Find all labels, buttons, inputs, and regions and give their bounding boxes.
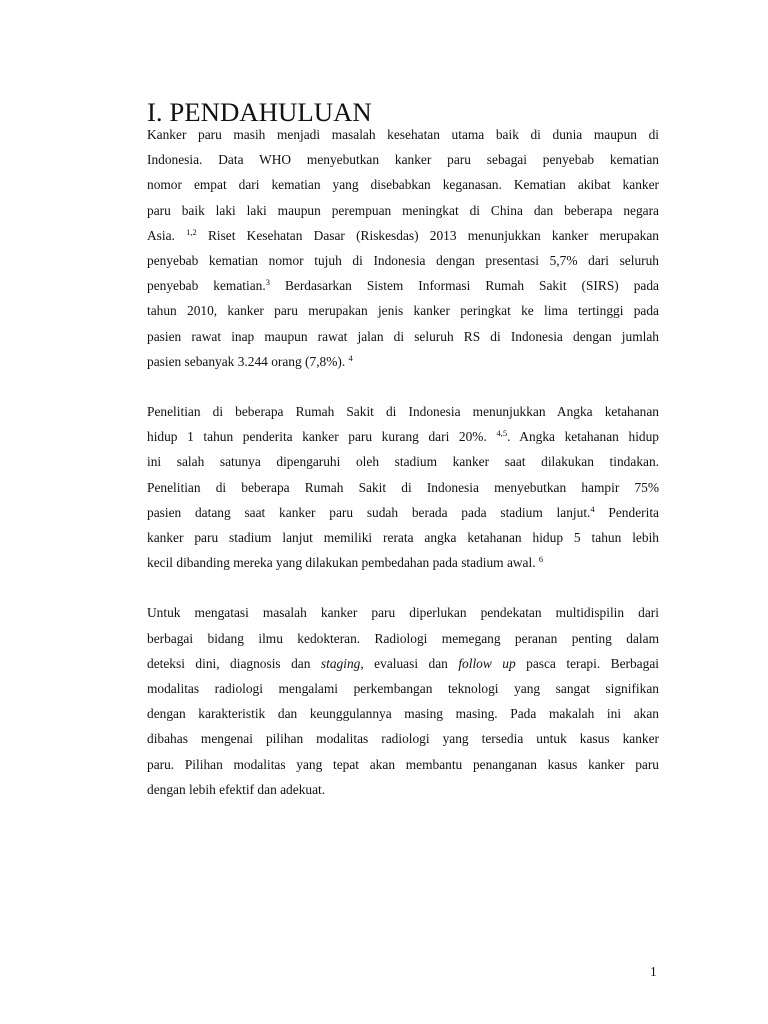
text-segment: penyebab kematian nomor tujuh di Indonesia dengan presentasi 5,7% dari seluruh	[147, 253, 659, 269]
text-line	[147, 449, 659, 474]
paragraph-3	[147, 600, 659, 802]
text-segment: Indonesia. Data WHO menyebutkan kanker paru sebagai penyebab kematian	[147, 152, 659, 168]
text-line	[147, 726, 659, 751]
text-segment: berbagai bidang ilmu kedokteran. Radiologi memegang peranan penting dalam	[147, 630, 659, 646]
text-line	[147, 626, 659, 651]
page-number: 1	[650, 964, 657, 979]
text-segment: modalitas radiologi mengalami perkembangan teknologi yang sangat signifikan	[147, 681, 659, 697]
text-segment: kanker paru stadium lanjut memiliki rerata angka ketahanan hidup 5 tahun lebih	[147, 530, 659, 546]
text-line	[147, 324, 659, 349]
text-segment: Untuk mengatasi masalah kanker paru diperlukan pendekatan multidispilin dari	[147, 605, 659, 621]
text-line	[147, 122, 659, 147]
section-title: I. PENDAHULUAN	[147, 97, 372, 127]
text-line	[147, 777, 659, 802]
citation-superscript: 3	[265, 277, 270, 288]
text-segment: tahun 2010, kanker paru merupakan jenis kanker peringkat ke lima tertinggi pada	[147, 303, 659, 319]
text-line	[147, 676, 659, 701]
text-line	[147, 223, 659, 248]
text-segment: penyebab kematian.	[147, 278, 266, 294]
text-segment: pasien sebanyak 3.244 orang (7,8%).	[147, 353, 349, 369]
text-line	[147, 147, 659, 172]
text-line	[147, 651, 659, 676]
text-segment: Asia.	[147, 227, 187, 243]
text-segment: pasca terapi. Berbagai	[515, 655, 659, 671]
text-segment: dibahas mengenai pilihan modalitas radiologi yang tersedia untuk kasus kanker	[147, 731, 659, 747]
text-line	[147, 752, 659, 777]
text-segment: hidup 1 tahun penderita kanker paru kurang dari 20%.	[147, 429, 497, 445]
text-segment: dengan karakteristik dan keunggulannya masing masing. Pada makalah ini akan	[147, 706, 659, 722]
text-segment: Penderita	[594, 504, 659, 520]
text-segment: ini salah satunya dipengaruhi oleh stadium kanker saat dilakukan tindakan.	[147, 454, 659, 470]
text-segment: dengan lebih efektif dan adekuat.	[147, 781, 326, 797]
citation-superscript: 6	[538, 554, 544, 565]
italic-term: follow up	[458, 655, 516, 671]
citation-superscript: 1,2	[186, 226, 197, 237]
text-segment: Kanker paru masih menjadi masalah kesehatan utama baik di dunia maupun di	[147, 127, 659, 142]
text-segment: . Angka ketahanan hidup	[507, 429, 659, 445]
text-line	[147, 701, 659, 726]
text-segment: Berdasarkan Sistem Informasi Rumah Sakit (SIRS) pada	[269, 278, 659, 294]
text-line	[147, 500, 659, 525]
text-line	[147, 273, 659, 298]
text-line	[147, 424, 659, 449]
italic-term: staging	[320, 655, 361, 671]
text-line	[147, 399, 659, 424]
text-segment: paru baik laki laki maupun perempuan meningkat di China dan beberapa negara	[147, 202, 659, 218]
text-segment: pasien rawat inap maupun rawat jalan di seluruh RS di Indonesia dengan jumlah	[147, 328, 659, 344]
body-text	[147, 122, 659, 802]
text-line	[147, 248, 659, 273]
citation-superscript: 4	[590, 503, 595, 514]
text-segment: Penelitian di beberapa Rumah Sakit di Indonesia menunjukkan Angka ketahanan	[147, 404, 659, 420]
text-line	[147, 172, 659, 197]
text-segment: paru. Pilihan modalitas yang tepat akan membantu penanganan kasus kanker paru	[147, 756, 659, 772]
text-segment: , evaluasi dan	[360, 655, 459, 671]
citation-superscript: 4	[348, 352, 353, 363]
text-segment: Riset Kesehatan Dasar (Riskesdas) 2013 menunjukkan kanker merupakan	[196, 227, 659, 243]
text-segment: kecil dibanding mereka yang dilakukan pembedahan pada stadium awal.	[147, 555, 539, 571]
text-segment: deteksi dini, diagnosis dan	[147, 655, 321, 671]
citation-superscript: 4,5	[496, 428, 508, 439]
text-line	[147, 550, 659, 575]
text-line	[147, 600, 659, 625]
text-line	[147, 298, 659, 323]
text-segment: Penelitian di beberapa Rumah Sakit di Indonesia menyebutkan hampir 75%	[147, 479, 659, 495]
text-line	[147, 475, 659, 500]
text-segment: nomor empat dari kematian yang disebabkan keganasan. Kematian akibat kanker	[147, 177, 659, 193]
paragraph-2	[147, 399, 659, 575]
text-segment: pasien datang saat kanker paru sudah berada pada stadium lanjut.	[147, 504, 591, 520]
paragraph-1	[147, 122, 659, 374]
text-line	[147, 198, 659, 223]
text-line	[147, 349, 659, 374]
page-content	[147, 97, 659, 802]
text-line	[147, 525, 659, 550]
